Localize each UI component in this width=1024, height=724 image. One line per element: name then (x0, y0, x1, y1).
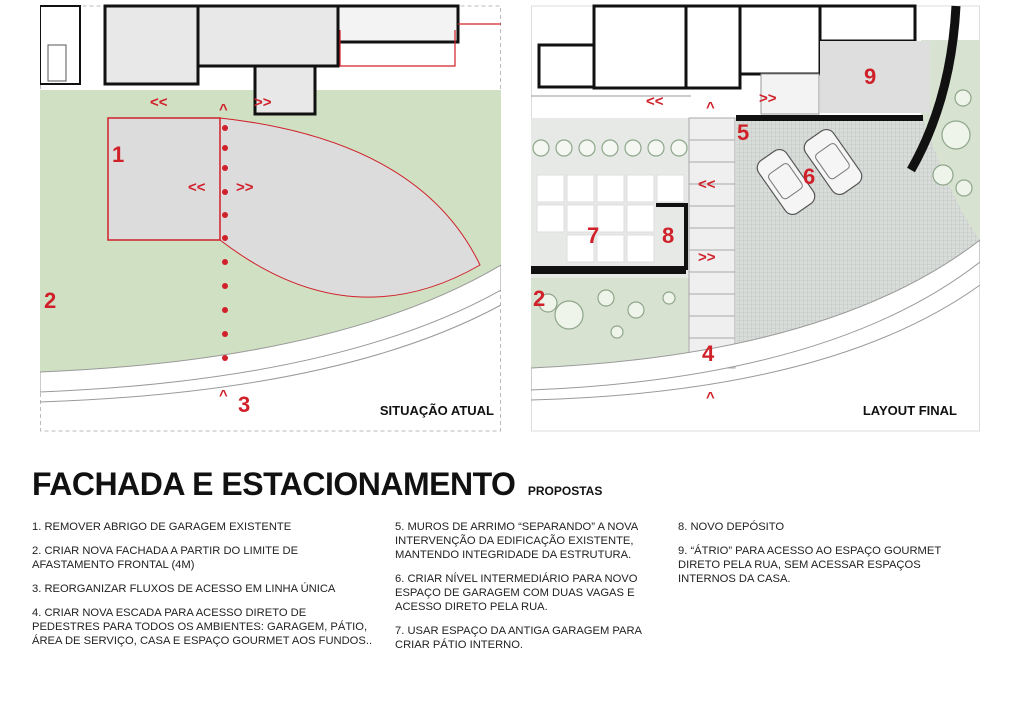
note-item: 2. CRIAR NOVA FACHADA A PARTIR DO LIMITE DE AFASTAMENTO FRONTAL (4M) (32, 545, 299, 571)
notes-column-3 (678, 520, 948, 596)
marker-2: 2 (44, 288, 57, 313)
notes-column-1 (32, 520, 377, 658)
plan-current-situation (40, 0, 501, 432)
marker-3: 3 (238, 392, 251, 417)
pedestrian-stair (689, 118, 735, 368)
note-item: 4. CRIAR NOVA ESCADA PARA ACESSO DIRETO DE PEDESTRES PARA TODOS OS AMBIENTES: GARAGEM, PÁTIO, ÁREA DE SERVIÇO, CASA E ESPAÇO GOURMET AOS FUNDOS.. (32, 607, 373, 647)
house-room-2 (198, 6, 338, 66)
flow-arrow-up: ^ (706, 99, 715, 116)
note-item: 9. “ÁTRIO” PARA ACESSO AO ESPAÇO GOURMET DIRETO PELA RUA, SEM ACESSAR ESPAÇOS INTERNOS DA CASA. (678, 545, 941, 585)
note-item: 3. REORGANIZAR FLUXOS DE ACESSO EM LINHA ÚNICA (32, 583, 336, 595)
house-room-2 (594, 6, 686, 88)
panel-caption: SITUAÇÃO ATUAL (379, 403, 494, 418)
flow-arrow-left: << (188, 179, 206, 196)
plan-final-drawing (531, 0, 980, 432)
flow-arrow-right: >> (698, 249, 716, 266)
marker-9: 9 (864, 64, 877, 89)
marker-8: 8 (662, 223, 675, 248)
marker-4: 4 (702, 341, 715, 366)
house-room-1 (539, 45, 594, 87)
flow-arrow-up: ^ (219, 387, 228, 404)
note-item: 5. MUROS DE ARRIMO “SEPARANDO” A NOVA INTERVENÇÃO DA EDIFICAÇÃO EXISTENTE, MANTENDO INTEGRIDADE DA ESTRUTURA. (395, 521, 638, 561)
heading-subtitle: PROPOSTAS (527, 484, 603, 498)
marker-6: 6 (803, 164, 816, 189)
flow-arrow-left: << (698, 176, 716, 193)
section-heading (32, 466, 602, 503)
flow-arrow-right: >> (759, 90, 777, 107)
flow-arrow-right: >> (236, 179, 254, 196)
note-item: 7. USAR ESPAÇO DA ANTIGA GARAGEM PARA CRIAR PÁTIO INTERNO. (395, 625, 642, 651)
house-room-3 (338, 6, 458, 42)
house-room-1 (105, 6, 198, 84)
marker-1: 1 (112, 142, 125, 167)
marker-7: 7 (587, 223, 600, 248)
plan-current-drawing (40, 0, 501, 432)
heading-title: FACHADA E ESTACIONAMENTO (32, 466, 516, 502)
flow-arrow-left: << (150, 94, 168, 111)
flow-arrow-right: >> (254, 94, 272, 111)
note-item: 1. REMOVER ABRIGO DE GARAGEM EXISTENTE (32, 521, 292, 533)
notes-column-2 (395, 520, 645, 662)
house-entry (686, 6, 740, 88)
gourmet-area (820, 6, 915, 41)
plan-final-layout (531, 0, 980, 432)
flow-arrow-left: << (646, 93, 664, 110)
marker-5: 5 (737, 120, 750, 145)
marker-2: 2 (533, 286, 546, 311)
house-room-3 (740, 6, 820, 74)
flow-arrow-up: ^ (706, 389, 715, 406)
panel-caption: LAYOUT FINAL (862, 403, 957, 418)
flow-arrow-up: ^ (219, 101, 228, 118)
note-item: 8. NOVO DEPÓSITO (678, 521, 785, 533)
note-item: 6. CRIAR NÍVEL INTERMEDIÁRIO PARA NOVO ESPAÇO DE GARAGEM COM DUAS VAGAS E ACESSO DIRETO PELA RUA. (395, 573, 638, 613)
